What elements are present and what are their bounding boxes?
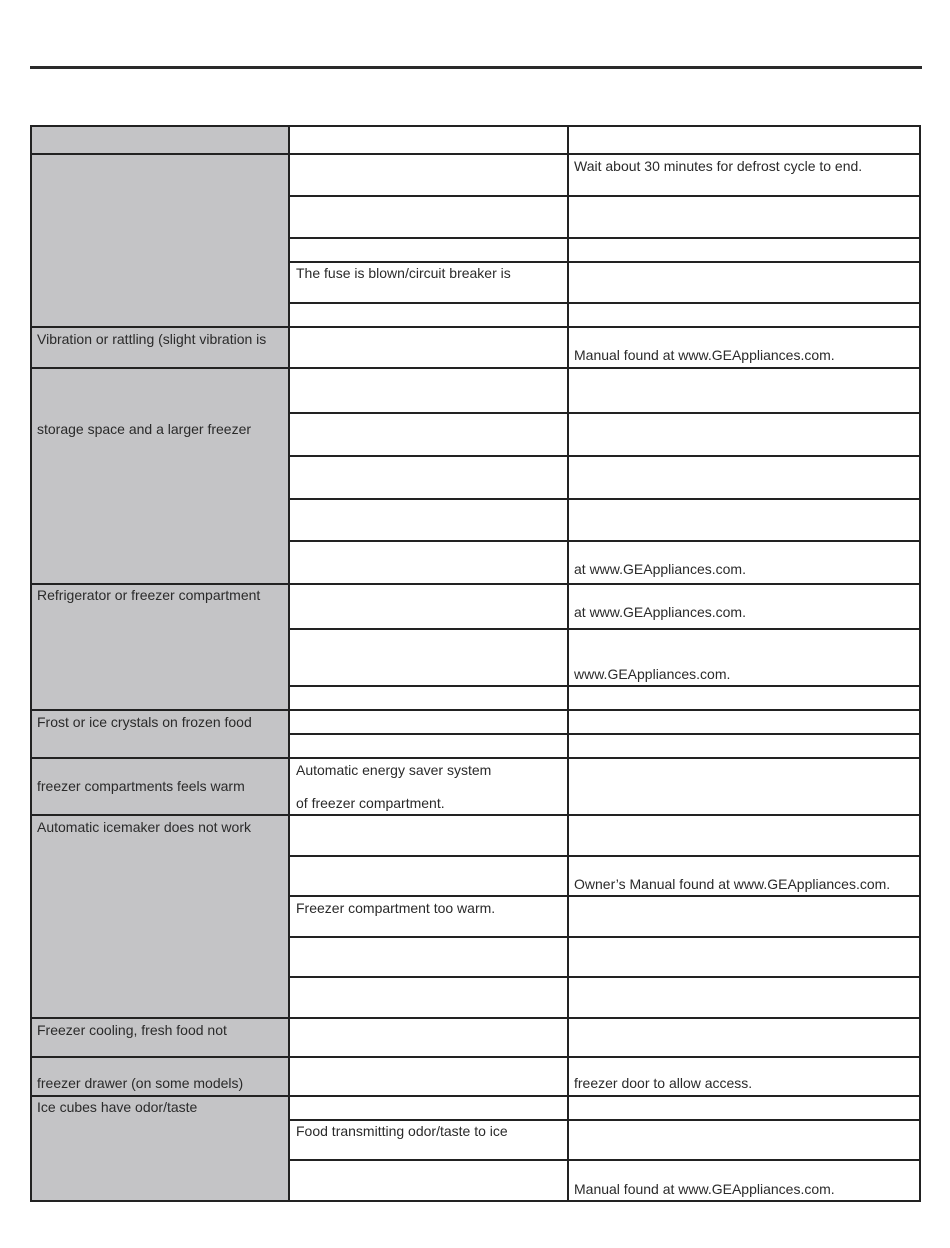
solution-manual-1: Manual found at www.GEAppliances.com. — [574, 347, 835, 363]
solution-manual-2: Manual found at www.GEAppliances.com. — [574, 1181, 835, 1197]
solution-ge-3: www.GEAppliances.com. — [574, 666, 731, 682]
cause-fuse: The fuse is blown/circuit breaker is — [296, 265, 511, 281]
cause-food-odor: Food transmitting odor/taste to ice — [296, 1123, 508, 1139]
problem-frost-crystals: Frost or ice crystals on frozen food — [37, 714, 252, 730]
problem-compartment: Refrigerator or freezer compartment — [37, 587, 261, 603]
problem-feels-warm: freezer compartments feels warm — [37, 778, 245, 794]
cause-freezer-warm: Freezer compartment too warm. — [296, 900, 496, 916]
problem-ice-odor: Ice cubes have odor/taste — [37, 1099, 198, 1115]
solution-owners-manual: Owner’s Manual found at www.GEAppliances.com. — [574, 876, 891, 892]
cause-energy-saver-line1: Automatic energy saver system — [296, 762, 492, 778]
problem-freezer-cooling: Freezer cooling, fresh food not — [37, 1022, 227, 1038]
problem-storage-space: storage space and a larger freezer — [37, 421, 252, 437]
cause-energy-saver-line2: of freezer compartment. — [296, 795, 445, 811]
solution-at-ge-2: at www.GEAppliances.com. — [574, 604, 746, 620]
problem-freezer-drawer: freezer drawer (on some models) — [37, 1075, 244, 1091]
problem-vibration: Vibration or rattling (slight vibration is — [37, 331, 267, 347]
problem-icemaker: Automatic icemaker does not work — [37, 819, 251, 835]
solution-freezer-door: freezer door to allow access. — [574, 1075, 753, 1091]
solution-at-ge-1: at www.GEAppliances.com. — [574, 561, 746, 577]
solution-defrost: Wait about 30 minutes for defrost cycle to end. — [574, 158, 863, 174]
